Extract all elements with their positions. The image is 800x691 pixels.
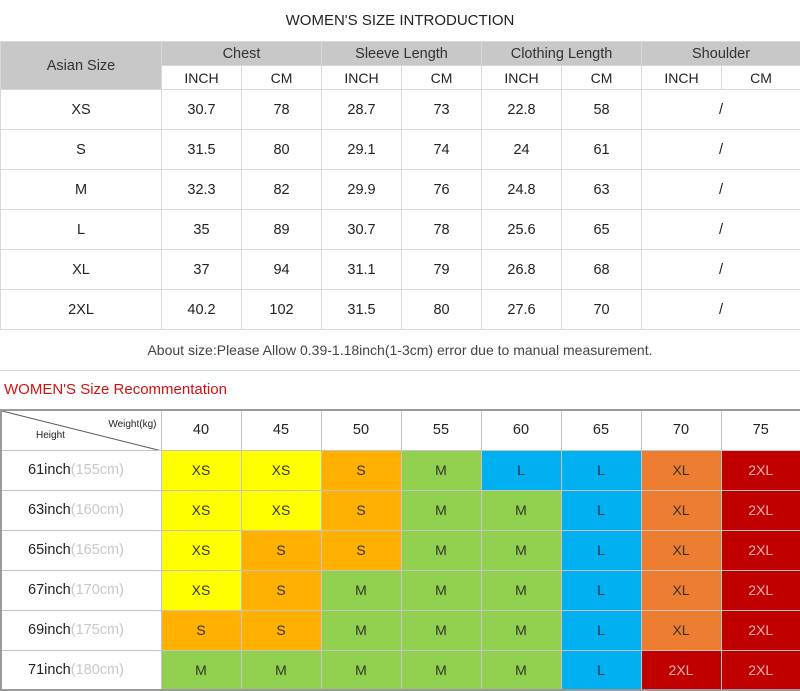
unit-cm: CM [402,66,482,90]
size-recommendation-cell: XL [641,570,721,610]
size-recommendation-cell: XS [161,570,241,610]
chest-inch: 31.5 [162,130,242,170]
sleeve-length-header: Sleeve Length [322,42,482,66]
size-intro-title: WOMEN'S SIZE INTRODUCTION [285,12,515,29]
size-recommendation-cell: 2XL [721,490,800,530]
height-row [1,490,800,530]
height-cell [1,450,161,490]
sleeve-inch: 29.9 [322,170,402,210]
size-recommendation-cell: M [401,650,481,690]
size-recommendation-cell: S [241,610,321,650]
size-recommendation-cell: L [481,450,561,490]
size-recommendation-cell: XS [161,530,241,570]
height-cell [1,610,161,650]
size-label: L [1,210,162,250]
chest-cm: 102 [242,290,322,330]
weight-header: 70 [641,410,721,450]
height-cell [1,570,161,610]
height-inch: 69inch [28,622,71,638]
chest-cm: 94 [242,250,322,290]
recommendation-table [0,409,800,691]
size-recommendation-cell: XL [641,450,721,490]
size-recommendation-cell: M [321,650,401,690]
size-recommendation-cell: 2XL [721,610,800,650]
size-recommendation-cell: L [561,450,641,490]
size-recommendation-cell: M [481,490,561,530]
size-recommendation-cell: S [241,530,321,570]
size-recommendation-cell: L [561,570,641,610]
unit-cm: CM [722,66,800,90]
length-inch: 24.8 [482,170,562,210]
weight-header: 65 [561,410,641,450]
weight-header: 45 [241,410,321,450]
length-cm: 65 [562,210,642,250]
unit-inch: INCH [482,66,562,90]
size-recommendation-cell: M [481,610,561,650]
size-recommendation-cell: M [161,650,241,690]
shoulder-header: Shoulder [642,42,800,66]
shoulder-value: / [642,250,800,290]
sleeve-cm: 74 [402,130,482,170]
size-recommendation-cell: L [561,490,641,530]
weight-header: 75 [721,410,800,450]
unit-inch: INCH [642,66,722,90]
unit-cm: CM [242,66,322,90]
weight-header: 40 [161,410,241,450]
length-cm: 58 [562,90,642,130]
shoulder-value: / [642,210,800,250]
size-label: XL [1,250,162,290]
chest-inch: 32.3 [162,170,242,210]
size-recommendation-cell: M [401,450,481,490]
height-label: Height [36,429,65,441]
size-row [1,210,800,250]
length-inch: 25.6 [482,210,562,250]
length-inch: 26.8 [482,250,562,290]
height-row [1,530,800,570]
size-recommendation-cell: 2XL [721,650,800,690]
chest-cm: 89 [242,210,322,250]
size-recommendation-cell: M [401,610,481,650]
chest-cm: 78 [242,90,322,130]
size-label: 2XL [1,290,162,330]
size-recommendation-cell: M [401,570,481,610]
measurement-note: About size:Please Allow 0.39-1.18inch(1-3cm) error due to manual measurement. [0,330,800,371]
size-recommendation-cell: S [321,450,401,490]
weight-header: 60 [481,410,561,450]
height-inch: 67inch [28,582,71,598]
height-cm: (170cm) [70,582,124,598]
unit-cm: CM [562,66,642,90]
chest-cm: 82 [242,170,322,210]
size-recommendation-cell: M [481,570,561,610]
size-recommendation-cell: M [401,530,481,570]
size-row [1,90,800,130]
sleeve-inch: 30.7 [322,210,402,250]
size-recommendation-cell: M [241,650,321,690]
sleeve-inch: 31.5 [322,290,402,330]
diagonal-divider [2,411,161,450]
length-inch: 24 [482,130,562,170]
size-label: M [1,170,162,210]
height-row [1,570,800,610]
height-row [1,610,800,650]
recommendation-title: WOMEN'S Size Recommentation [4,381,227,398]
asian-size-header: Asian Size [1,42,162,90]
shoulder-value: / [642,130,800,170]
size-recommendation-cell: XS [241,490,321,530]
length-inch: 27.6 [482,290,562,330]
length-cm: 63 [562,170,642,210]
size-recommendation-cell: L [561,530,641,570]
height-cm: (175cm) [70,622,124,638]
size-recommendation-cell: XL [641,490,721,530]
height-inch: 61inch [28,462,71,478]
size-recommendation-cell: S [241,570,321,610]
size-recommendation-cell: M [481,650,561,690]
size-label: S [1,130,162,170]
sleeve-inch: 28.7 [322,90,402,130]
size-row [1,250,800,290]
sleeve-inch: 31.1 [322,250,402,290]
weight-label: Weight(kg) [108,419,157,430]
size-label: XS [1,90,162,130]
height-inch: 71inch [28,661,71,678]
size-recommendation-cell: 2XL [721,450,800,490]
unit-inch: INCH [162,66,242,90]
height-cm: (155cm) [70,462,124,478]
clothing-length-header: Clothing Length [482,42,642,66]
size-recommendation-cell: S [321,530,401,570]
size-recommendation-cell: S [161,610,241,650]
size-row [1,130,800,170]
size-recommendation-cell: M [321,570,401,610]
height-inch: 63inch [28,502,71,518]
size-recommendation-cell: XS [241,450,321,490]
size-recommendation-cell: 2XL [721,570,800,610]
weight-row [1,410,800,450]
size-recommendation-cell: XL [641,530,721,570]
height-cell [1,650,161,690]
shoulder-value: / [642,170,800,210]
size-recommendation-cell: M [401,490,481,530]
shoulder-value: / [642,90,800,130]
sleeve-cm: 76 [402,170,482,210]
height-row [1,650,800,690]
size-intro-table [0,41,800,330]
length-cm: 68 [562,250,642,290]
height-cm: (160cm) [70,502,124,518]
height-cell [1,530,161,570]
size-row [1,290,800,330]
sleeve-cm: 73 [402,90,482,130]
height-row [1,450,800,490]
size-recommendation-cell: XS [161,450,241,490]
size-recommendation-cell: 2XL [641,650,721,690]
chest-inch: 37 [162,250,242,290]
size-recommendation-cell: XL [641,610,721,650]
size-row [1,170,800,210]
size-recommendation-cell: M [481,530,561,570]
sleeve-cm: 78 [402,210,482,250]
size-recommendation-cell: L [561,610,641,650]
sleeve-cm: 79 [402,250,482,290]
height-cm: (180cm) [70,661,124,678]
size-recommendation-cell: 2XL [721,530,800,570]
length-inch: 22.8 [482,90,562,130]
chest-inch: 35 [162,210,242,250]
chest-cm: 80 [242,130,322,170]
size-recommendation-cell: L [561,650,641,690]
chest-inch: 40.2 [162,290,242,330]
chest-header: Chest [162,42,322,66]
size-recommendation-cell: S [321,490,401,530]
weight-header: 50 [321,410,401,450]
height-cell [1,490,161,530]
size-recommendation-cell: M [321,610,401,650]
sleeve-inch: 29.1 [322,130,402,170]
size-recommendation-cell: XS [161,490,241,530]
weight-height-corner [1,410,161,450]
shoulder-value: / [642,290,800,330]
height-cm: (165cm) [70,542,124,558]
length-cm: 70 [562,290,642,330]
chest-inch: 30.7 [162,90,242,130]
sleeve-cm: 80 [402,290,482,330]
unit-inch: INCH [322,66,402,90]
height-inch: 65inch [28,542,71,558]
length-cm: 61 [562,130,642,170]
weight-header: 55 [401,410,481,450]
